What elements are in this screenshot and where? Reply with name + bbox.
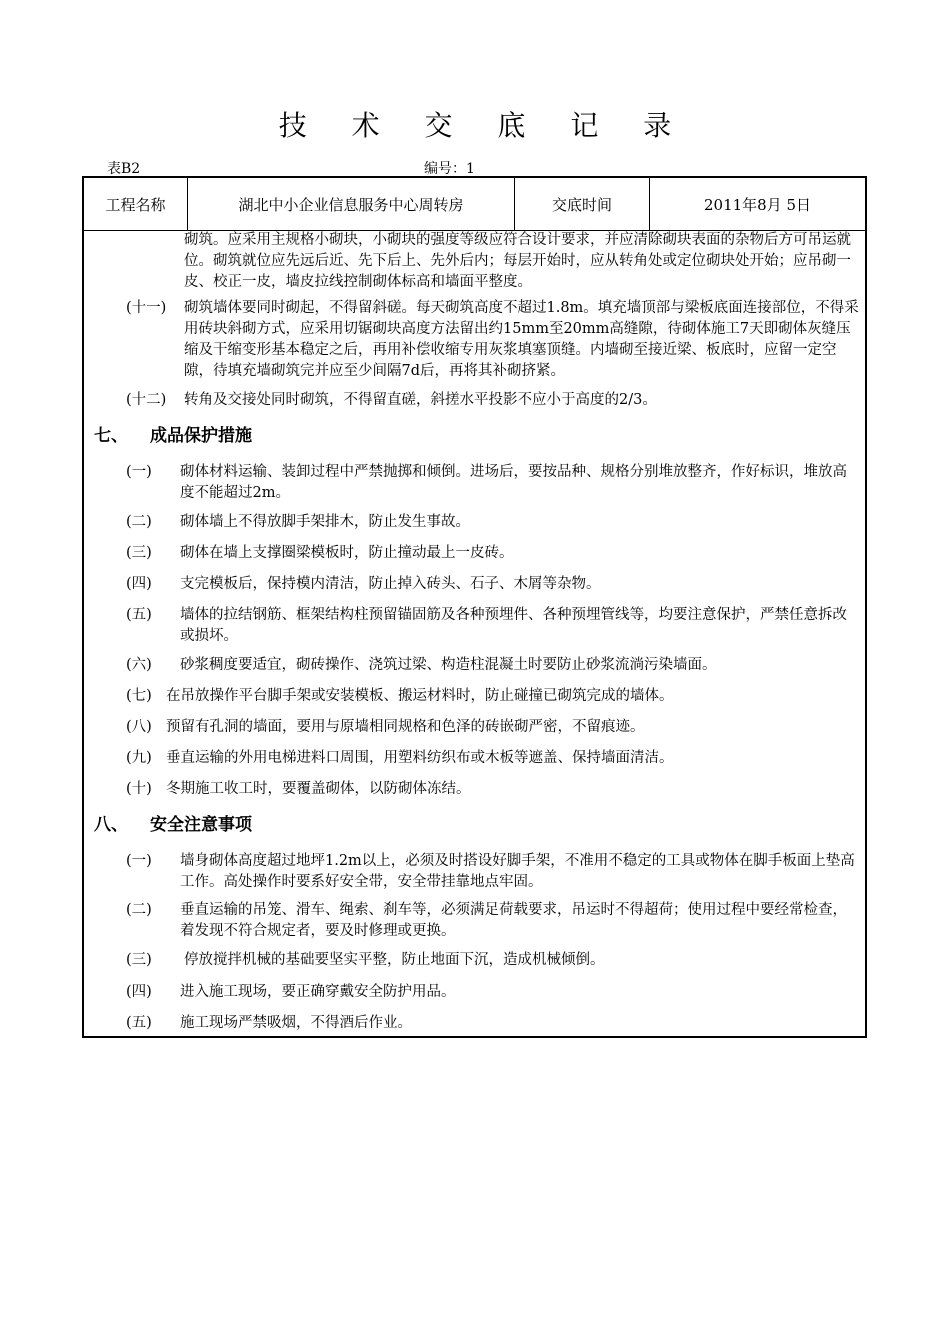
item-text: 砌体材料运输、装卸过程中严禁抛掷和倾倒。进场后，要按品种、规格分别堆放整齐，作好标识，堆放高度不能超过2m。 <box>180 464 847 501</box>
header-row <box>84 178 865 231</box>
item-text: 墙体的拉结钢筋、框架结构柱预留锚固筋及各种预埋件、各种预埋管线等，均要注意保护，严禁任意拆改或损坏。 <box>180 607 847 644</box>
item-text: 垂直运输的吊笼、滑车、绳索、刹车等，必须满足荷载要求，吊运时不得超荷；使用过程中要经常检查，着发现不符合规定者，要及时修理或更换。 <box>180 902 847 939</box>
item-text: 预留有孔洞的墙面，要用与原墙相同规格和色泽的砖嵌砌严密，不留痕迹。 <box>166 719 645 735</box>
item-text: 进入施工现场，要正确穿戴安全防护用品。 <box>180 984 456 1000</box>
item-num: (五) <box>126 607 152 623</box>
item-text: 砌体墙上不得放脚手架排木，防止发生事故。 <box>180 514 470 530</box>
record-frame <box>82 176 867 1038</box>
item-text: 砂浆稠度要适宜，砌砖操作、浇筑过梁、构造柱混凝土时要防止砂浆流淌污染墙面。 <box>180 657 717 673</box>
date-label: 交底时间 <box>515 178 650 230</box>
project-label: 工程名称 <box>84 178 188 230</box>
item-num: (一) <box>126 464 152 480</box>
item-num: (二) <box>126 902 152 918</box>
item-num: (十) <box>126 781 152 797</box>
item-num: (五) <box>126 1015 152 1031</box>
continuation-text: 砌筑。应采用主规格小砌块，小砌块的强度等级应符合设计要求，并应清除砌块表面的杂物后方可吊运就位。砌筑就位应先远后近、先下后上、先外后内；每层开始时，应从转角处或定位砌块处开始；应吊砌一皮、校正一皮，墙皮拉线控制砌体标高和墙面平整度。 <box>184 232 851 290</box>
item-num: (八) <box>126 719 152 735</box>
section8-title: 安全注意事项 <box>150 815 252 835</box>
section7-heading <box>94 426 252 447</box>
section8-num: 八、 <box>94 815 128 835</box>
item-num: (六) <box>126 657 152 673</box>
item-text: 支完模板后，保持模内清洁，防止掉入砖头、石子、木屑等杂物。 <box>180 576 601 592</box>
item-num: (四) <box>126 576 152 592</box>
project-name: 湖北中小企业信息服务中心周转房 <box>188 178 515 230</box>
serial-number: 编号：1 <box>424 161 475 177</box>
item-num: (三) <box>126 952 152 968</box>
content-body <box>84 230 865 1036</box>
item-num: (九) <box>126 750 152 766</box>
item-num: (二) <box>126 514 152 530</box>
item-text: 砌筑墙体要同时砌起，不得留斜磋。每天砌筑高度不超过1.8m。填充墙顶部与梁板底面连接部位，不得采用砖块斜砌方式，应采用切锯砌块高度方法留出约15mm至20mm高缝隙，待砌体施工7天即砌体灰缝压缩及干缩变形基本稳定之后，再用补偿收缩专用灰浆填塞顶缝。内墙砌至接近梁、板底时，应留一定空隙，待填充墙砌筑完并应至少间隔7d后，再将其补砌挤紧。 <box>184 300 859 379</box>
item-text: 冬期施工收工时，要覆盖砌体，以防砌体冻结。 <box>166 781 471 797</box>
item-text: 砌体在墙上支撑圈梁模板时，防止撞动最上一皮砖。 <box>180 545 514 561</box>
item-num: (一) <box>126 853 152 869</box>
item-text: 垂直运输的外用电梯进料口周围，用塑料纺织布或木板等遮盖、保持墙面清洁。 <box>166 750 674 766</box>
section7-num: 七、 <box>94 426 128 446</box>
item-num: (三) <box>126 545 152 561</box>
item-num: (十一) <box>126 300 167 316</box>
section7-title: 成品保护措施 <box>150 426 252 446</box>
item-num: (七) <box>126 688 152 704</box>
item-text: 转角及交接处同时砌筑，不得留直磋，斜搓水平投影不应小于高度的2/3。 <box>184 392 657 408</box>
item-text: 施工现场严禁吸烟，不得酒后作业。 <box>180 1015 412 1031</box>
page-title: 技 术 交 底 记 录 <box>278 109 690 142</box>
date-value: 2011年8月 5日 <box>703 195 812 214</box>
section8-heading <box>94 815 252 836</box>
item-text: 停放搅拌机械的基础要坚实平整，防止地面下沉，造成机械倾倒。 <box>184 952 605 968</box>
form-code: 表B2 <box>107 161 141 177</box>
item-num: (四) <box>126 984 152 1000</box>
item-text: 墙身砌体高度超过地坪1.2m以上，必须及时搭设好脚手架，不准用不稳定的工具或物体在脚手板面上垫高工作。高处操作时要系好安全带，安全带挂靠地点牢固。 <box>180 853 855 890</box>
item-text: 在吊放操作平台脚手架或安装模板、搬运材料时，防止碰撞已砌筑完成的墙体。 <box>166 688 674 704</box>
item-num: (十二) <box>126 392 167 408</box>
